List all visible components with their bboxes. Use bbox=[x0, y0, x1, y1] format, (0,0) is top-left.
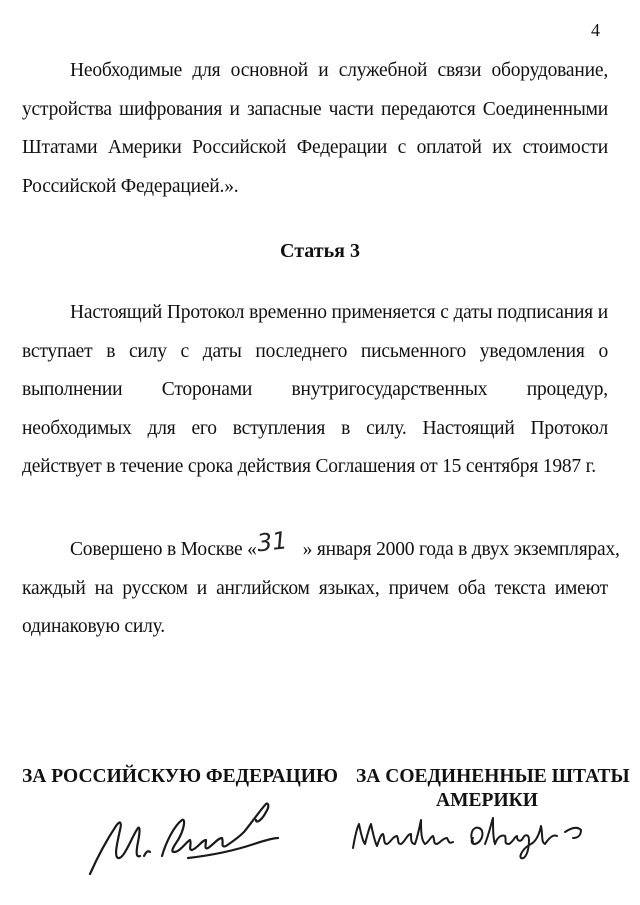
text-line: выполнении Сторонами внутригосударственных процедур, bbox=[22, 379, 608, 400]
signatory-title-usa-line1: ЗА СОЕДИНЕННЫЕ ШТАТЫ bbox=[356, 766, 630, 787]
text-line: каждый на русском и английском языках, причем оба текста имеют bbox=[22, 577, 608, 599]
done-text-after: » января 2000 года в двух экземплярах, bbox=[302, 539, 620, 560]
page-number: 4 bbox=[591, 20, 600, 40]
text-line: Необходимые для основной и служебной связи оборудование, bbox=[70, 60, 608, 81]
paragraph-equipment bbox=[22, 52, 608, 206]
done-text-before: Совершено в Москве « bbox=[70, 539, 257, 560]
text-line: вступает в силу с даты последнего письменного уведомления о bbox=[22, 340, 608, 362]
signature-usa bbox=[345, 804, 595, 864]
text-line: необходимых для его вступления в силу. Настоящий Протокол bbox=[22, 417, 608, 439]
paragraph-entry-into-force bbox=[22, 294, 608, 487]
text-line: одинаковую силу. bbox=[22, 616, 165, 637]
text-line: устройства шифрования и запасные части передаются Соединенными bbox=[22, 98, 608, 120]
text-line: Российской Федерацией.». bbox=[22, 175, 239, 197]
signature-russia bbox=[70, 786, 290, 886]
signatory-title-usa-line2: АМЕРИКИ bbox=[436, 790, 538, 811]
article-heading: Статья 3 bbox=[280, 240, 360, 262]
text-line bbox=[22, 526, 620, 570]
text-line: действует в течение срока действия Соглашения от 15 сентября 1987 г. bbox=[22, 456, 596, 477]
signatory-title-russia: ЗА РОССИЙСКУЮ ФЕДЕРАЦИЮ bbox=[22, 766, 338, 787]
paragraph-done-at-moscow bbox=[22, 526, 620, 647]
text-line: Настоящий Протокол временно применяется с даты подписания и bbox=[70, 302, 608, 323]
handwritten-day: 31 bbox=[255, 526, 289, 558]
text-line: Штатами Америки Российской Федерации с оплатой их стоимости bbox=[22, 137, 608, 158]
